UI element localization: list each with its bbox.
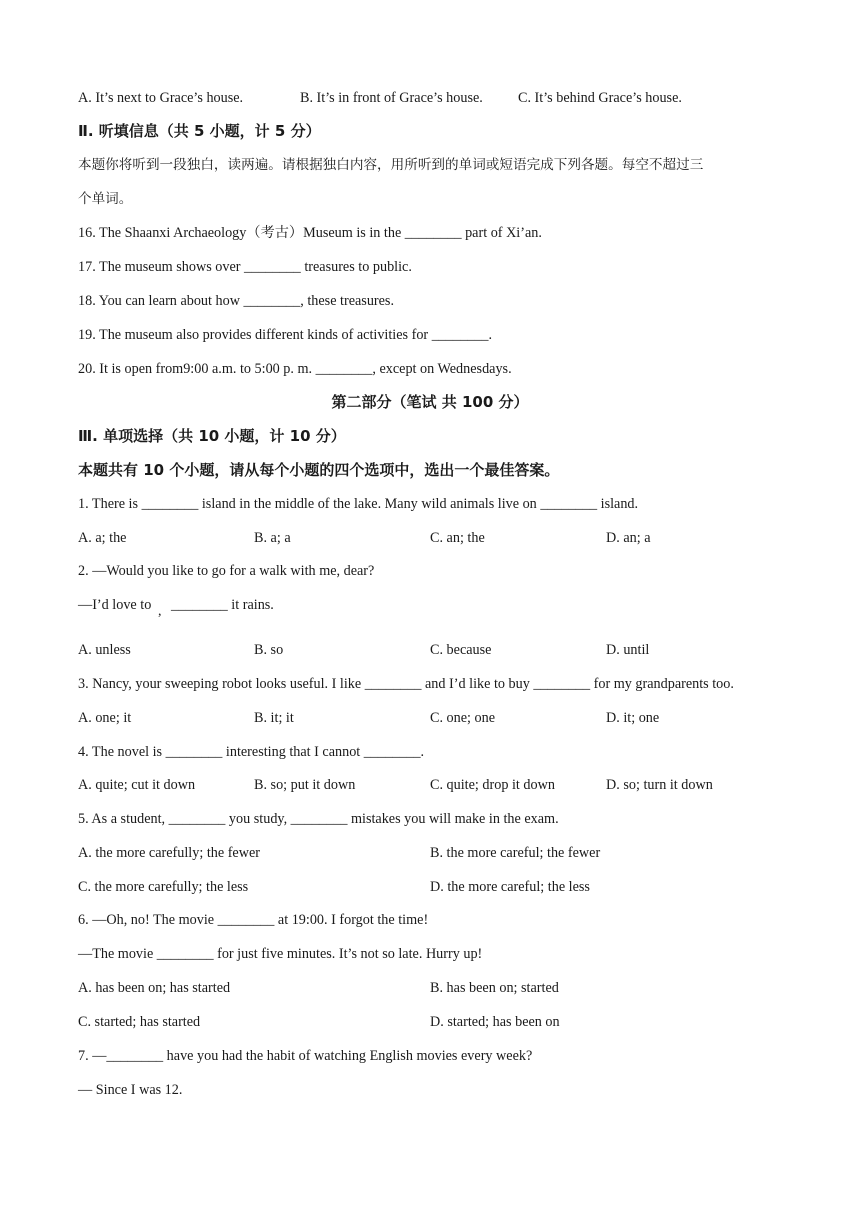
- question-17: 17. The museum shows over ________ treasures to public.: [78, 259, 412, 275]
- q5-option-a: A. the more carefully; the fewer: [78, 845, 260, 861]
- question-19: 19. The museum also provides different kinds of activities for ________.: [78, 327, 492, 343]
- q2-option-b: B. so: [254, 642, 284, 658]
- part2-title: 第二部分（笔试 共 100 分）: [331, 393, 529, 411]
- question-2-line2-blank: ________ it rains.: [171, 597, 274, 613]
- question-5-stem: 5. As a student, ________ you study, ________ mistakes you will make in the exam.: [78, 811, 559, 827]
- q4-option-c: C. quite; drop it down: [430, 777, 555, 793]
- q5-option-b: B. the more careful; the fewer: [430, 845, 601, 861]
- question-3-stem: 3. Nancy, your sweeping robot looks useful. I like ________ and I’d like to buy ________ for my grandparents too.: [78, 676, 734, 692]
- q1-option-a: A. a; the: [78, 530, 127, 546]
- question-2-line2: —I’d love to: [78, 597, 152, 613]
- question-2-comma: ,: [158, 604, 162, 619]
- q2-option-d: D. until: [606, 642, 650, 658]
- q6-option-c: C. started; has started: [78, 1014, 201, 1030]
- question-4-stem: 4. The novel is ________ interesting that I cannot ________.: [78, 744, 425, 760]
- question-18: 18. You can learn about how ________, these treasures.: [78, 293, 395, 309]
- q2-option-a: A. unless: [78, 642, 131, 658]
- q3-option-c: C. one; one: [430, 710, 496, 726]
- question-7-line2: — Since I was 12.: [78, 1082, 183, 1098]
- section3-instruction: 本题共有 10 个小题，请从每个小题的四个选项中，选出一个最佳答案。: [78, 461, 560, 479]
- q15-option-b: B. It’s in front of Grace’s house.: [300, 90, 483, 106]
- question-2-line1: 2. —Would you like to go for a walk with me, dear?: [78, 563, 375, 579]
- q1-option-d: D. an; a: [606, 530, 651, 546]
- question-16: 16. The Shaanxi Archaeology（考古）Museum is in the ________ part of Xi’an.: [78, 225, 542, 241]
- question-6-line2: —The movie ________ for just five minutes. It’s not so late. Hurry up!: [78, 946, 483, 962]
- q1-option-c: C. an; the: [430, 530, 485, 546]
- q4-option-a: A. quite; cut it down: [78, 777, 196, 793]
- section2-instruction-line2: 个单词。: [78, 191, 133, 207]
- section2-instruction-line1: 本题你将听到一段独白，读两遍。请根据独白内容，用所听到的单词或短语完成下列各题。每空不超过三: [78, 157, 704, 173]
- q6-option-d: D. started; has been on: [430, 1014, 560, 1030]
- question-1-stem: 1. There is ________ island in the middle of the lake. Many wild animals live on ________ island.: [78, 496, 639, 512]
- q4-option-b: B. so; put it down: [254, 777, 356, 793]
- q2-option-c: C. because: [430, 642, 492, 658]
- q4-option-d: D. so; turn it down: [606, 777, 713, 793]
- q6-option-a: A. has been on; has started: [78, 980, 231, 996]
- q3-option-b: B. it; it: [254, 710, 294, 726]
- q6-option-b: B. has been on; started: [430, 980, 559, 996]
- q15-option-a: A. It’s next to Grace’s house.: [78, 90, 244, 106]
- q3-option-a: A. one; it: [78, 710, 132, 726]
- question-6-line1: 6. —Oh, no! The movie ________ at 19:00. I forgot the time!: [78, 912, 429, 928]
- q15-option-c: C. It’s behind Grace’s house.: [518, 90, 682, 106]
- section2-heading: Ⅱ. 听填信息（共 5 小题，计 5 分）: [78, 122, 321, 140]
- q5-option-d: D. the more careful; the less: [430, 879, 590, 895]
- q1-option-b: B. a; a: [254, 530, 291, 546]
- section3-heading: Ⅲ. 单项选择（共 10 小题，计 10 分）: [78, 427, 346, 445]
- question-7-line1: 7. —________ have you had the habit of watching English movies every week?: [78, 1048, 533, 1064]
- q5-option-c: C. the more carefully; the less: [78, 879, 249, 895]
- q3-option-d: D. it; one: [606, 710, 660, 726]
- question-20: 20. It is open from9:00 a.m. to 5:00 p. m. ________, except on Wednesdays.: [78, 361, 512, 377]
